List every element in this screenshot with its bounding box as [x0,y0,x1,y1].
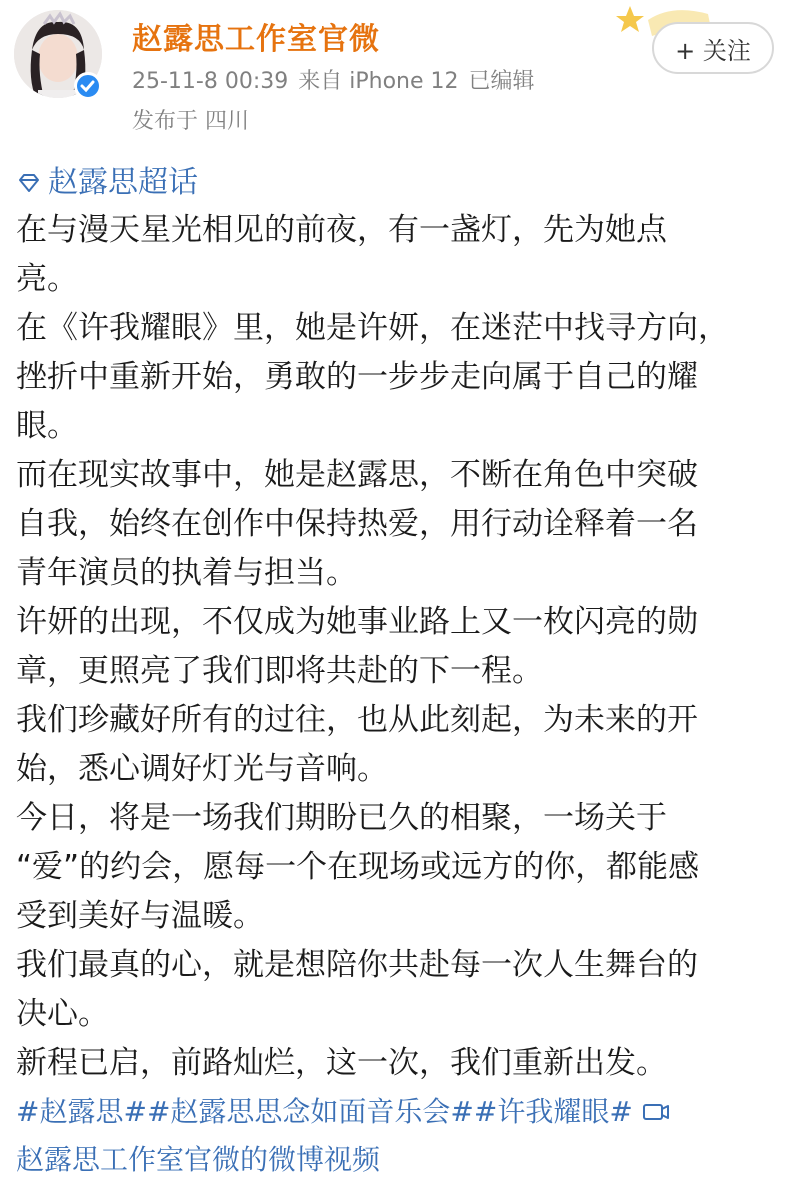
post-meta [132,64,545,95]
body-line: 我们珍藏好所有的过往，也从此刻起，为未来的开 [16,702,698,738]
video-link[interactable]: 赵露思工作室官微的微博视频 [16,1143,381,1176]
body-line: 始，悉心调好灯光与音响。 [16,751,388,787]
video-icon[interactable] [641,1099,671,1125]
body-line: 亮。 [16,261,78,297]
post-timestamp: 25-11-8 00:39 [132,69,289,94]
body-line: 新程已启，前路灿烂，这一次，我们重新出发。 [16,1045,667,1081]
body-line: 自我，始终在创作中保持热爱，用行动诠释着一名 [16,506,698,542]
body-line: 眼。 [16,408,78,444]
edited-label[interactable]: 已编辑 [468,69,535,94]
hashtag-link[interactable]: #许我耀眼# [473,1095,633,1128]
topic-label: 赵露思超话 [48,165,198,200]
body-line: 在《许我耀眼》里，她是许妍，在迷茫中找寻方向， [16,310,729,346]
hashtag-row [16,1088,776,1136]
diamond-icon [16,172,42,194]
body-line: 青年演员的执着与担当。 [16,555,357,591]
post-location: 发布于 四川 [132,109,249,134]
post-header [0,0,786,150]
body-line: “爱”的约会，愿每一个在现场或远方的你，都能感 [16,849,700,885]
body-line: 决心。 [16,996,109,1032]
hashtag-link[interactable]: #赵露思思念如面音乐会# [146,1095,474,1128]
post-source: 来自 iPhone 12 [298,69,459,94]
body-line: 章，更照亮了我们即将共赴的下一程。 [16,653,543,689]
topic-link[interactable] [16,160,776,206]
verified-icon [74,72,102,100]
body-line: 挫折中重新开始，勇敢的一步步走向属于自己的耀 [16,359,698,395]
body-line: 受到美好与温暖。 [16,898,264,934]
body-line: 今日，将是一场我们期盼已久的相聚，一场关于 [16,800,667,836]
body-line: 而在现实故事中，她是赵露思，不断在角色中突破 [16,457,698,493]
body-line: 许妍的出现，不仅成为她事业路上又一枚闪亮的勋 [16,604,698,640]
body-line: 我们最真的心，就是想陪你共赴每一次人生舞台的 [16,947,698,983]
hashtag-link[interactable]: #赵露思# [16,1095,147,1128]
post-body [16,206,776,1088]
follow-button[interactable]: + 关注 [652,22,774,74]
body-line: 在与漫天星光相见的前夜，有一盏灯，先为她点 [16,212,667,248]
post-content [16,160,776,1184]
author-name[interactable]: 赵露思工作室官微 [132,22,380,57]
